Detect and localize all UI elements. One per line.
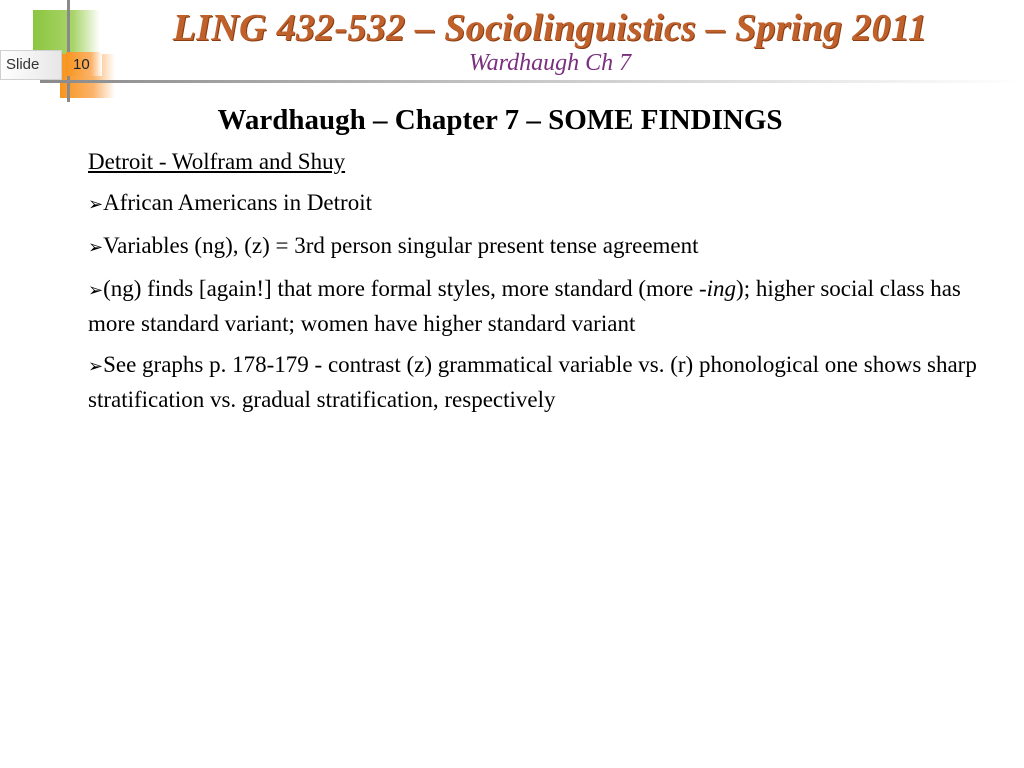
subheading: Detroit - Wolfram and Shuy: [88, 149, 346, 174]
bullet-arrow-icon: ➢: [88, 194, 104, 215]
bullet-arrow-icon: ➢: [88, 237, 104, 258]
slide-content: [88, 145, 1003, 424]
bullet-item: [88, 272, 1003, 340]
bullet-item: [88, 348, 1003, 416]
decor-vertical-line: [67, 0, 70, 102]
bullet-item: [88, 229, 1003, 264]
bullet-arrow-icon: ➢: [88, 356, 104, 377]
slide-number: 10: [73, 56, 90, 73]
bullet-text: African Americans in Detroit: [103, 190, 372, 215]
bullet-text: See graphs p. 178-179 - contrast (z) grammatical variable vs. (r) phonological one shows sharp stratification vs. gradual stratification, respectively: [88, 352, 977, 412]
slide-title: Wardhaugh – Chapter 7 – SOME FINDINGS: [217, 104, 783, 136]
bullet-arrow-icon: ➢: [88, 280, 104, 301]
decor-horizontal-line: [40, 80, 1024, 83]
slide-label: Slide: [6, 56, 40, 73]
bullet-item: [88, 186, 1003, 221]
bullet-text-pre: (ng) finds [again!] that more formal styles, more standard (more: [103, 276, 699, 301]
course-title: LING 432-532 – Sociolinguistics – Spring 2011: [172, 7, 928, 49]
course-subtitle: Wardhaugh Ch 7: [468, 50, 632, 76]
bullet-text-post: ); higher social class has more standard variant; women have higher standard variant: [88, 276, 961, 336]
bullet-text: Variables (ng), (z) = 3rd person singular present tense agreement: [103, 233, 699, 258]
bullet-text-emphasis: -ing: [698, 276, 737, 301]
